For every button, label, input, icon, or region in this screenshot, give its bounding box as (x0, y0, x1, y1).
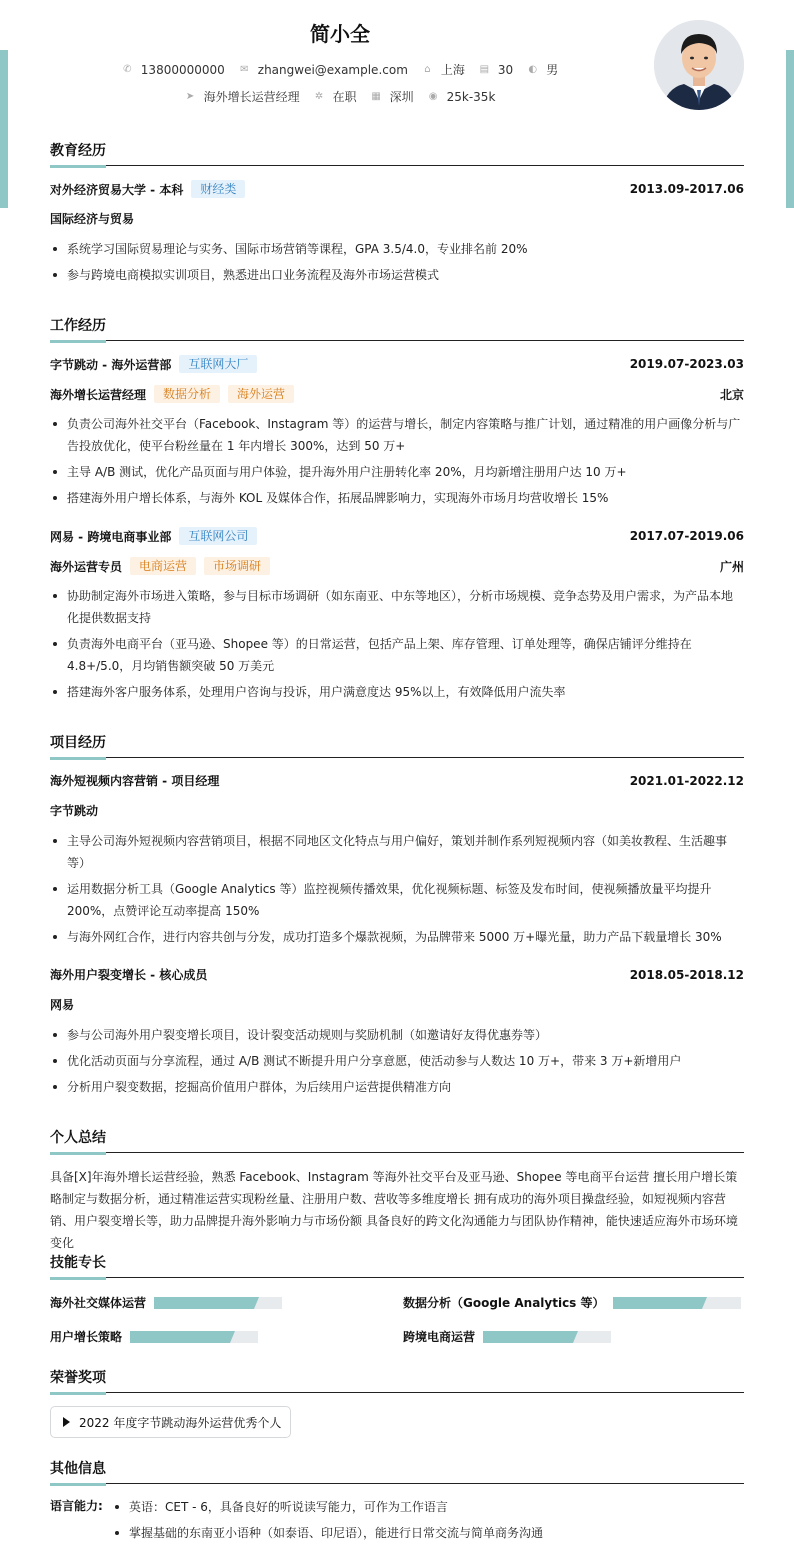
education-section (50, 140, 744, 166)
list-item: 参与公司海外用户裂变增长项目，设计裂变活动规则与奖励机制（如邀请好友得优惠券等） (50, 1024, 744, 1046)
salary-text: 25k-35k (446, 89, 496, 104)
contact-row-secondary (50, 88, 630, 105)
skill-bar (483, 1331, 611, 1343)
role-name: 海外增长运营经理 (50, 387, 147, 402)
status-icon: ✲ (314, 91, 324, 102)
award-item[interactable] (50, 1406, 291, 1438)
list-item: 与海外网红合作，进行内容共创与分发，成功打造多个爆款视频，为品牌带来 5000 万+曝光量，助力产品下载量增长 30% (50, 926, 744, 948)
company-name: 字节跳动 - 海外运营部 (50, 357, 172, 372)
phone-icon: ✆ (123, 64, 132, 75)
job-location: 广州 (719, 559, 744, 574)
project-date: 2018.05-2018.12 (629, 967, 744, 982)
skills-section (50, 1252, 744, 1278)
list-item: 参与跨境电商模拟实训项目，熟悉进出口业务流程及海外市场运营模式 (50, 264, 744, 286)
education-row (50, 180, 744, 198)
education-title: 教育经历 (50, 140, 744, 166)
list-item: 系统学习国际贸易理论与实务、国际市场营销等课程，GPA 3.5/4.0，专业排名前 20% (50, 238, 744, 260)
list-item: 负责海外电商平台（亚马逊、Shopee 等）的日常运营，包括产品上架、库存管理、订单处理等，确保店铺评分维持在 4.8+/5.0，月均销售额突破 50 万美元 (50, 633, 744, 677)
project-bullets (50, 830, 744, 952)
project-bullets (50, 1024, 744, 1102)
job-status (314, 88, 357, 105)
skill-name: 数据分析（Google Analytics 等） (403, 1296, 605, 1310)
skill-bar-fill (613, 1297, 703, 1309)
award-text: 2022 年度字节跳动海外运营优秀个人 (79, 1415, 282, 1430)
school-tag: 财经类 (191, 180, 245, 198)
role-tag: 海外运营 (228, 385, 294, 403)
project-row (50, 772, 744, 789)
job-salary (428, 90, 496, 104)
play-triangle-icon (63, 1417, 70, 1427)
list-item: 分析用户裂变数据，挖掘高价值用户群体，为后续用户运营提供精准方向 (50, 1076, 744, 1098)
position-text: 海外增长运营经理 (203, 90, 300, 104)
job-target (185, 88, 300, 105)
gender-text: 男 (546, 63, 559, 77)
contact-row-primary (50, 61, 630, 78)
skill-item (50, 1328, 258, 1345)
resume-header (50, 0, 744, 120)
skill-item (403, 1328, 611, 1345)
job-date: 2019.07-2023.03 (629, 357, 744, 371)
skill-name: 跨境电商运营 (403, 1330, 476, 1344)
job-row (50, 527, 744, 545)
list-item: 负责公司海外社交平台（Facebook、Instagram 等）的运营与增长，制定内容策略与推广计划，通过精准的用户画像分析与广告投放优化，使平台粉丝量在 1 年内增长 300%，达到 50 万+ (50, 413, 744, 457)
skill-name: 海外社交媒体运营 (50, 1296, 147, 1310)
company-name: 网易 - 跨境电商事业部 (50, 529, 172, 544)
education-bullets (50, 238, 744, 290)
status-text: 在职 (332, 90, 357, 104)
job-city (371, 88, 414, 105)
send-icon: ➤ (185, 91, 195, 102)
gender-icon: ◐ (528, 64, 538, 75)
avatar (654, 20, 744, 110)
work-title: 工作经历 (50, 315, 744, 341)
summary-section (50, 1127, 744, 1153)
building-icon: ▦ (371, 91, 381, 102)
skill-bar-fill (130, 1331, 230, 1343)
major-row (50, 210, 744, 227)
education-date: 2013.09-2017.06 (629, 182, 744, 196)
role-tag: 电商运营 (130, 557, 196, 575)
list-item: 搭建海外用户增长体系，与海外 KOL 及媒体合作，拓展品牌影响力，实现海外市场月均营收增长 15% (50, 487, 744, 509)
contact-city (422, 61, 465, 78)
contact-email (239, 63, 408, 77)
project-org: 网易 (50, 998, 75, 1012)
projects-title: 项目经历 (50, 732, 744, 758)
target-city-text: 深圳 (389, 90, 414, 104)
summary-text: 具备[X]年海外增长运营经验，熟悉 Facebook、Instagram 等海外社交平台及亚马逊、Shopee 等电商平台运营 擅长用户增长策略制定与数据分析，通过精准运营实现粉丝量、注册用户数、营收等多维度增长 拥有成功的海外项目操盘经验，如短视频内容营销、用户裂变增长等，助力品牌提升海外影响力与市场份额 具备良好的跨文化沟通能力与团队协作精神，能快速适应海外市场环境变化 (50, 1170, 738, 1250)
contact-gender (527, 61, 558, 78)
school-name: 对外经济贸易大学 - 本科 (50, 182, 184, 197)
project-name: 海外短视频内容营销 - 项目经理 (50, 774, 220, 788)
role-tag: 数据分析 (154, 385, 220, 403)
project-org-row (50, 802, 744, 819)
skill-item (403, 1294, 741, 1311)
other-title: 其他信息 (50, 1458, 744, 1484)
coin-icon: ◉ (428, 91, 438, 102)
skills-title: 技能专长 (50, 1252, 744, 1278)
skill-name: 用户增长策略 (50, 1330, 123, 1344)
skill-bar (130, 1331, 258, 1343)
role-name: 海外运营专员 (50, 559, 123, 574)
project-row (50, 966, 744, 983)
home-icon: ⌂ (424, 64, 431, 75)
company-tag: 互联网公司 (179, 527, 257, 545)
other-section (50, 1458, 744, 1484)
skill-bar-fill (483, 1331, 573, 1343)
list-item: 优化活动页面与分享流程，通过 A/B 测试不断提升用户分享意愿，使活动参与人数达 10 万+，带来 3 万+新增用户 (50, 1050, 744, 1072)
role-row (50, 557, 744, 575)
email-text: zhangwei@example.com (257, 62, 408, 77)
phone-text: 13800000000 (140, 62, 225, 77)
project-date: 2021.01-2022.12 (629, 773, 744, 788)
mail-icon: ✉ (240, 64, 249, 75)
left-accent-bar (0, 50, 8, 208)
job-bullets (50, 413, 744, 513)
list-item: 英语：CET - 6，具备良好的听说读写能力，可作为工作语言 (112, 1496, 744, 1518)
awards-title: 荣誉奖项 (50, 1367, 744, 1393)
contact-phone (122, 63, 225, 77)
skill-item (50, 1294, 282, 1311)
language-label: 语言能力: (50, 1499, 103, 1513)
job-date: 2017.07-2019.06 (629, 529, 744, 543)
job-bullets (50, 585, 744, 707)
list-item: 运用数据分析工具（Google Analytics 等）监控视频传播效果，优化视频标题、标签及发布时间，使视频播放量平均提升 200%，点赞评论互动率提高 150% (50, 878, 744, 922)
project-name: 海外用户裂变增长 - 核心成员 (50, 968, 208, 982)
major-name: 国际经济与贸易 (50, 212, 135, 226)
age-text: 30 (497, 62, 514, 77)
project-org-row (50, 996, 744, 1013)
resume-page (50, 0, 744, 1540)
projects-section (50, 732, 744, 758)
language-bullets (112, 1496, 744, 1548)
contact-age (479, 63, 513, 77)
skill-bar (154, 1297, 282, 1309)
city-text: 上海 (440, 63, 465, 77)
right-accent-bar (786, 50, 794, 208)
list-item: 主导公司海外短视频内容营销项目，根据不同地区文化特点与用户偏好，策划并制作系列短视频内容（如美妆教程、生活趣事等） (50, 830, 744, 874)
skill-bar-fill (154, 1297, 254, 1309)
skill-bar (613, 1297, 741, 1309)
project-org: 字节跳动 (50, 804, 99, 818)
candidate-name: 简小全 (310, 22, 370, 46)
list-item: 协助制定海外市场进入策略，参与目标市场调研（如东南亚、中东等地区），分析市场规模、竞争态势及用户需求，为产品本地化提供数据支持 (50, 585, 744, 629)
company-tag: 互联网大厂 (179, 355, 257, 373)
role-row (50, 385, 744, 403)
list-item: 主导 A/B 测试，优化产品页面与用户体验，提升海外用户注册转化率 20%，月均新增注册用户达 10 万+ (50, 461, 744, 483)
list-item: 搭建海外客户服务体系，处理用户咨询与投诉，用户满意度达 95%以上，有效降低用户流失率 (50, 681, 744, 703)
summary-title: 个人总结 (50, 1127, 744, 1153)
calendar-icon: ▤ (479, 64, 490, 75)
job-row (50, 355, 744, 373)
job-location: 北京 (719, 387, 744, 402)
work-section (50, 315, 744, 341)
awards-section (50, 1367, 744, 1393)
role-tag: 市场调研 (204, 557, 270, 575)
list-item: 掌握基础的东南亚小语种（如泰语、印尼语），能进行日常交流与简单商务沟通 (112, 1522, 744, 1544)
